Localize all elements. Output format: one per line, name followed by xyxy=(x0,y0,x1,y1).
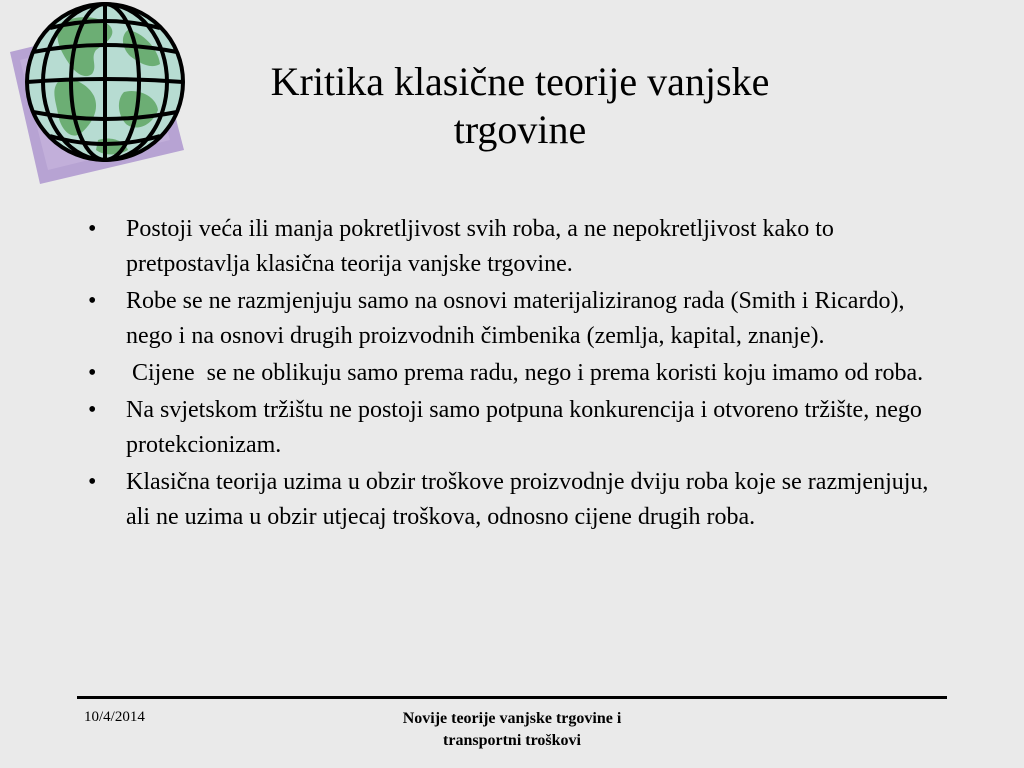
bullet-list xyxy=(84,212,954,537)
footer-divider xyxy=(77,696,947,699)
bullet-text: Postoji veća ili manja pokretljivost svih roba, a ne nepokretljivost kako to pretpostavlja klasična teorija vanjske trgovine. xyxy=(126,216,834,277)
bullet-item xyxy=(84,284,954,354)
slide-title-line-2: trgovine xyxy=(453,107,587,152)
bullet-glyph: • xyxy=(88,216,97,242)
slide-title xyxy=(200,58,840,154)
bullet-item xyxy=(84,465,954,535)
bullet-glyph: • xyxy=(88,397,97,423)
bullet-text: Klasična teorija uzima u obzir troškove proizvodnje dviju roba koje se razmjenjuju, ali ne uzima u obzir utjecaj troškova, odnosno cijene drugih roba. xyxy=(126,469,929,530)
bullet-text: Robe se ne razmjenjuju samo na osnovi materijaliziranog rada (Smith i Ricardo), nego i na osnovi drugih proizvodnih čimbenika (zemlja, kapital, znanje). xyxy=(126,288,905,349)
globe-icon xyxy=(0,0,200,190)
bullet-item xyxy=(84,393,954,463)
bullet-glyph: • xyxy=(88,469,97,495)
bullet-item xyxy=(84,212,954,282)
bullet-text: Cijene se ne oblikuju samo prema radu, nego i prema koristi koju imamo od roba. xyxy=(126,360,924,386)
footer-caption xyxy=(312,708,712,752)
footer-caption-line-1: Novije teorije vanjske trgovine i xyxy=(402,710,622,727)
footer-date: 10/4/2014 xyxy=(84,709,145,725)
bullet-glyph: • xyxy=(88,288,97,314)
slide-title-line-1: Kritika klasične teorije vanjske xyxy=(270,59,770,104)
bullet-glyph: • xyxy=(88,360,97,386)
bullet-item xyxy=(84,356,954,391)
bullet-text: Na svjetskom tržištu ne postoji samo potpuna konkurencija i otvoreno tržište, nego protekcionizam. xyxy=(126,397,922,458)
footer-caption-line-2: transportni troškovi xyxy=(443,732,581,749)
